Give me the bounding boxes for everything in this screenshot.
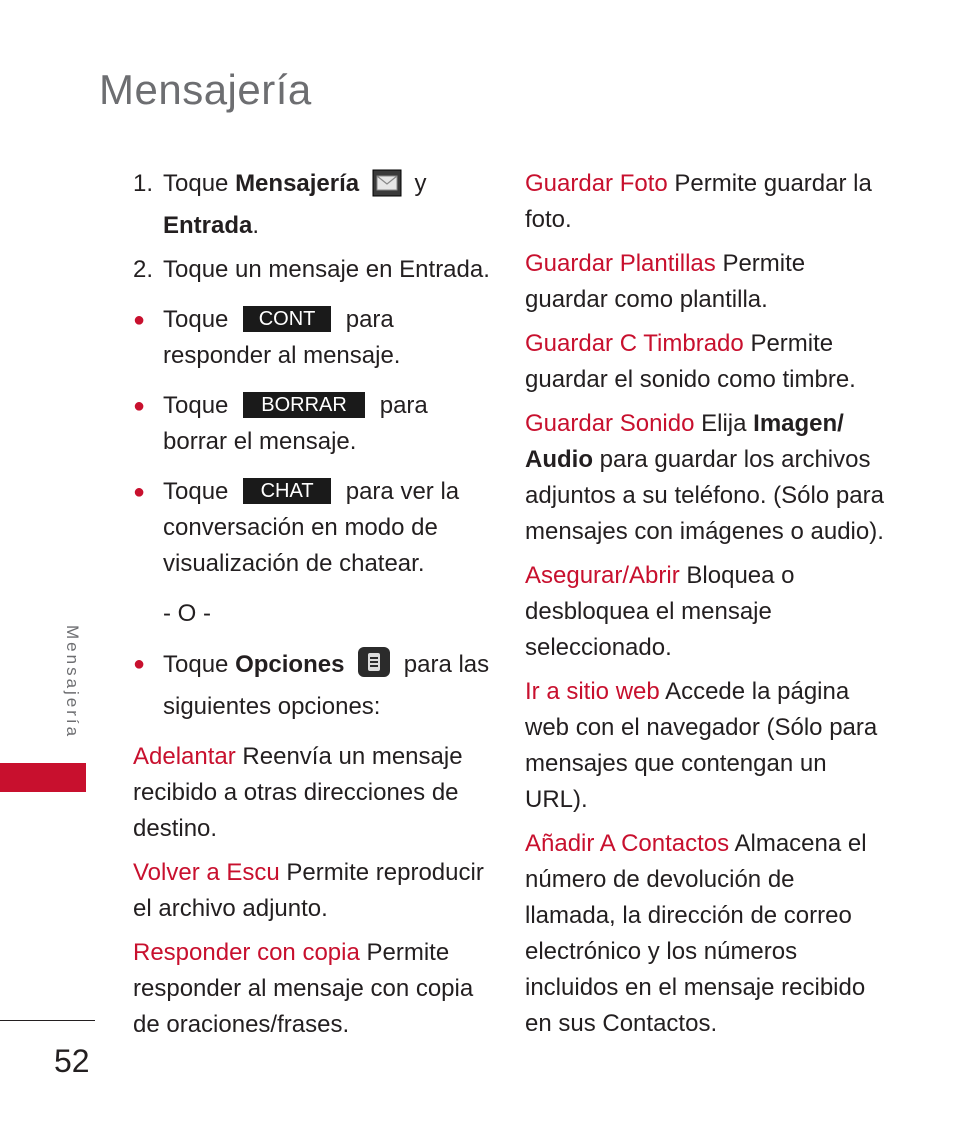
- opciones-label: Opciones: [235, 651, 345, 678]
- option-term: Responder con copia: [133, 939, 360, 966]
- bullet-chat: [133, 474, 493, 582]
- option-desc: Permite guardar el sonido como timbre.: [525, 330, 856, 393]
- step-text: Toque un mensaje en Entrada.: [163, 256, 490, 283]
- option-term: Guardar Sonido: [525, 410, 695, 437]
- option-term: Guardar Plantillas: [525, 250, 716, 277]
- option-term: Guardar C Timbrado: [525, 330, 744, 357]
- option-desc: Permite responder al mensaje con copia de oraciones/frases.: [133, 939, 474, 1038]
- bullet-dot-icon: ●: [133, 481, 146, 503]
- side-section-tab: [0, 763, 86, 792]
- bullet-dot-icon: ●: [133, 309, 146, 331]
- option-guardar-c-timbrado: [525, 326, 890, 398]
- option-anadir-a-contactos: [525, 826, 890, 1042]
- bullet-post: para responder al mensaje.: [163, 306, 401, 369]
- page-number: 52: [54, 1043, 90, 1079]
- option-desc: Bloquea o desbloquea el mensaje seleccionado.: [525, 562, 795, 661]
- option-desc: Almacena el número de devolución de llamada, la dirección de correo electrónico y los números incluidos en el mensaje recibido en sus Contactos.: [525, 830, 867, 1037]
- step-pre: Toque: [163, 170, 229, 197]
- left-column: [133, 166, 493, 1051]
- bullet-pre: Toque: [163, 651, 229, 678]
- option-pre: Elija: [701, 410, 747, 437]
- step-bold-mensajeria: Mensajería: [235, 170, 360, 197]
- option-volver-a-escu: [133, 855, 493, 927]
- option-term: Adelantar: [133, 743, 236, 770]
- option-desc: Permite reproducir el archivo adjunto.: [133, 859, 484, 922]
- option-desc: Permite guardar la foto.: [525, 170, 872, 233]
- step-text: [163, 166, 493, 244]
- option-term: Añadir A Contactos: [525, 830, 730, 857]
- option-term: Ir a sitio web: [525, 678, 660, 705]
- option-asegurar-abrir: [525, 558, 890, 666]
- option-bold: Imagen/ Audio: [525, 410, 844, 473]
- option-term: Guardar Foto: [525, 170, 668, 197]
- option-term: Asegurar/Abrir: [525, 562, 680, 589]
- bullet-cont: [133, 302, 493, 374]
- or-separator: - O -: [163, 600, 211, 627]
- page-title: Mensajería: [99, 66, 312, 113]
- menu-icon[interactable]: [357, 646, 391, 689]
- bullet-text: [163, 646, 493, 725]
- bullet-dot-icon: ●: [133, 653, 146, 675]
- option-desc: Accede la página web con el navegador (Sólo para mensajes que contengan un URL).: [525, 678, 878, 813]
- option-guardar-foto: [525, 166, 890, 238]
- envelope-icon: [372, 169, 402, 208]
- bullet-borrar: [133, 388, 493, 460]
- side-section-label: Mensajería: [63, 625, 82, 740]
- option-adelantar: [133, 739, 493, 847]
- option-desc: Permite guardar como plantilla.: [525, 250, 806, 313]
- option-term: Volver a Escu: [133, 859, 280, 886]
- footer-divider: [0, 1020, 95, 1021]
- bullet-pre: Toque: [163, 306, 229, 333]
- bullet-dot-icon: ●: [133, 395, 146, 417]
- bullet-post: para borrar el mensaje.: [163, 392, 428, 455]
- chat-button[interactable]: CHAT: [243, 478, 331, 504]
- bullet-text: [163, 302, 493, 374]
- option-guardar-sonido: [525, 406, 890, 550]
- step-number: 2.: [133, 256, 154, 283]
- step-1: [133, 166, 493, 244]
- cont-button[interactable]: CONT: [243, 306, 331, 332]
- borrar-button[interactable]: BORRAR: [243, 392, 365, 418]
- bullet-post: para ver la conversación en modo de visualización de chatear.: [163, 478, 460, 577]
- step-2: [133, 252, 493, 288]
- bullet-text: [163, 388, 493, 460]
- option-desc: para guardar los archivos adjuntos a su teléfono. (Sólo para mensajes con imágenes o audio).: [525, 446, 884, 545]
- option-guardar-plantillas: [525, 246, 890, 318]
- bullet-pre: Toque: [163, 478, 229, 505]
- option-desc: Reenvía un mensaje recibido a otras direcciones de destino.: [133, 743, 463, 842]
- option-responder-con-copia: [133, 935, 493, 1043]
- bullet-opciones: [133, 646, 493, 725]
- bullet-text: [163, 474, 493, 582]
- step-number: 1.: [133, 170, 154, 197]
- bullet-pre: Toque: [163, 392, 229, 419]
- bullet-post: para las siguientes opciones:: [163, 651, 490, 720]
- step-bold-entrada: Entrada: [163, 212, 253, 239]
- right-column: [525, 166, 890, 1050]
- step-end: .: [252, 212, 260, 239]
- step-mid: y: [414, 170, 427, 197]
- option-ir-a-sitio-web: [525, 674, 890, 818]
